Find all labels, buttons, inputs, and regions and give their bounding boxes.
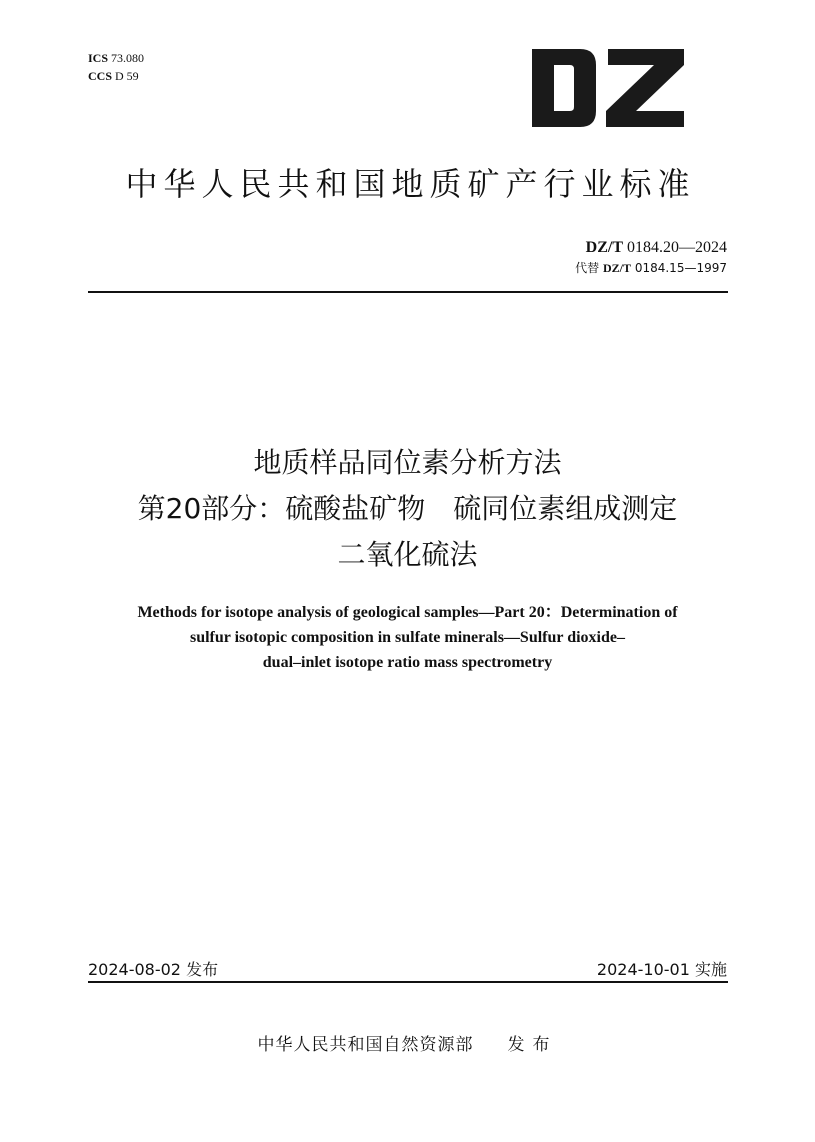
standard-category-title: 中华人民共和国地质矿产行业标准: [125, 165, 696, 203]
issuer-name: 中华人民共和国自然资源部: [257, 1035, 474, 1055]
dz-logo-mark: [528, 47, 688, 129]
chinese-title-line-2: 第20部分：硫酸盐矿物 硫同位素组成测定: [137, 492, 678, 525]
ccs-code: CCS D 59: [88, 69, 139, 83]
implementation-date: 2024-10-01 实施: [596, 960, 727, 979]
chinese-title-line-1: 地质样品同位素分析方法: [253, 446, 562, 479]
issuing-authority: [0, 1033, 815, 1057]
issue-date: 2024-08-02 发布: [88, 960, 219, 979]
standard-number: DZ/T 0184.20—2024: [585, 239, 727, 256]
ics-code: ICS 73.080: [88, 51, 145, 65]
english-title-line-3: dual–inlet isotope ratio mass spectrometry: [262, 654, 553, 671]
chinese-title: [0, 440, 815, 578]
classification-codes: [88, 49, 144, 85]
replaces-standard: 代替 DZ/T 0184.15—1997: [575, 261, 727, 275]
top-divider: [88, 291, 728, 293]
english-title-line-2: sulfur isotopic composition in sulfate minerals—Sulfur dioxide–: [189, 629, 625, 646]
english-title-line-1: Methods for isotope analysis of geological samples—Part 20：Determination of: [137, 604, 678, 621]
english-title: [60, 600, 755, 675]
dz-logo: [528, 47, 688, 129]
chinese-title-line-3: 二氧化硫法: [337, 538, 478, 571]
bottom-divider: [88, 981, 728, 983]
issuer-action: 发布: [507, 1035, 558, 1055]
